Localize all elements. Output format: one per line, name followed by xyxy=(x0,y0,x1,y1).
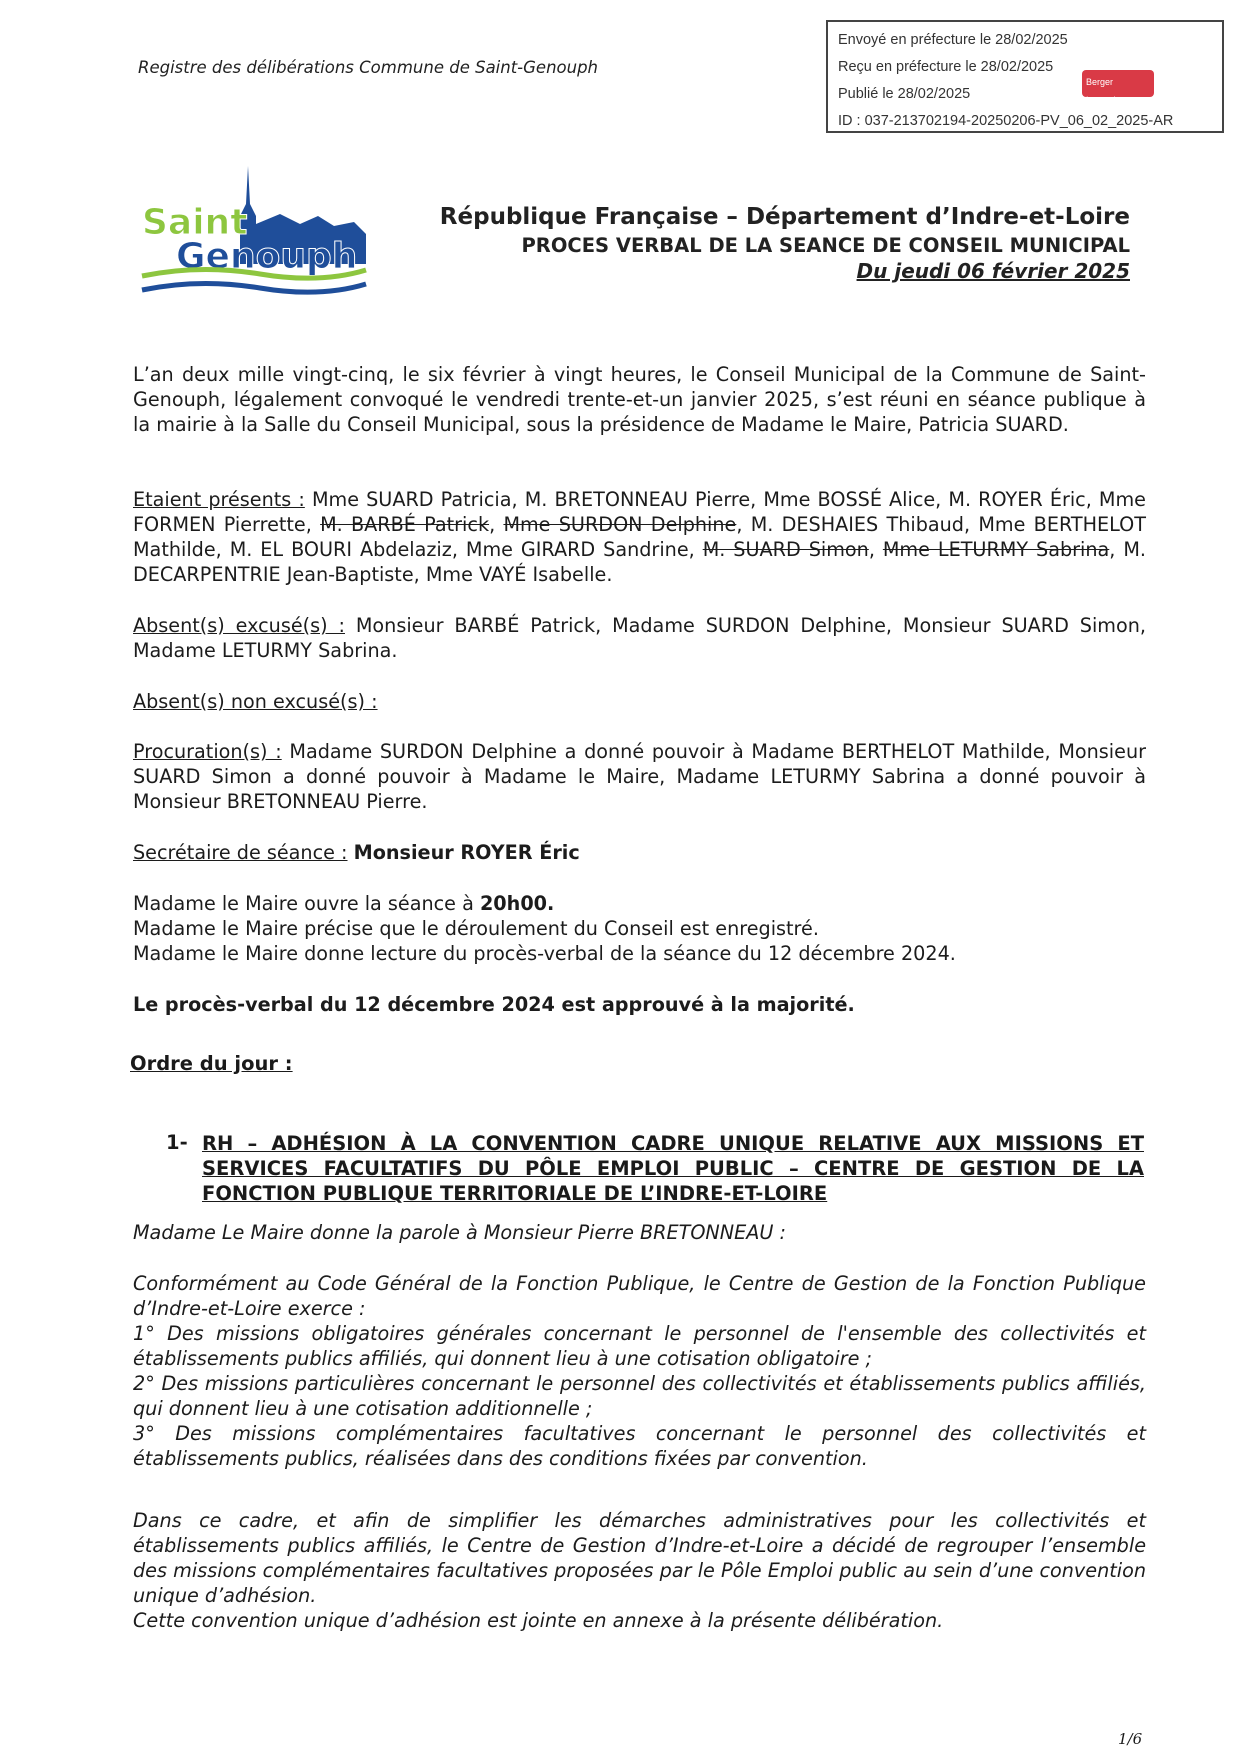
svg-text:Saint: Saint xyxy=(142,202,248,243)
secretaire-paragraph xyxy=(133,840,1146,865)
absents-non-excuses-label: Absent(s) non excusé(s) : xyxy=(133,690,378,713)
struck-name: M. BARBÉ Patrick xyxy=(320,513,490,536)
saint-genouph-logo xyxy=(140,164,368,300)
presents-paragraph: Etaient présents : Mme SUARD Patricia, M. BRETONNEAU Pierre, Mme BOSSÉ Alice, M. ROYER Éric, Mme FORMEN Pierrette, M. BARBÉ Patrick, Mme SURDON Delphine, M. DESHAIES Thibaud, Mme BERTHELOT Mathilde, M. EL BOURI Abdelaziz, Mme GIRARD Sandrine, M. SUARD Simon, Mme LETURMY Sabrina, M. DECARPENTRIE Jean-Baptiste, Mme VAYÉ Isabelle. xyxy=(133,488,1146,586)
absents-non-excuses-paragraph xyxy=(133,689,1146,714)
prefecture-stamp xyxy=(826,20,1224,133)
svg-text:Genouph: Genouph xyxy=(176,236,358,277)
parole-line: Madame Le Maire donne la parole à Monsieur Pierre BRETONNEAU : xyxy=(133,1221,786,1244)
register-heading: Registre des délibérations Commune de Saint-Genouph xyxy=(138,58,599,77)
stamp-sent-line: Envoyé en préfecture le 28/02/2025 xyxy=(838,32,1068,48)
absents-excuses-label: Absent(s) excusé(s) : xyxy=(133,614,345,637)
header-republic: République Française – Département d’Indre-et-Loire xyxy=(439,204,1130,230)
missions-paragraph: Conformément au Code Général de la Fonction Publique, le Centre de Gestion de la Fonction Publique d’Indre-et-Loire exerce : 1° Des missions obligatoires générales concernant le personnel de l'ensemble des collectivités et établissements publics affiliés, qui donnent lieu à une cotisation obligatoire ; 2° Des missions particulières concernant le personnel des collectivités et établissements publics affiliés, qui donnent lieu à une cotisation additionnelle ; 3° Des missions complémentaires facultatives concernant le personnel des collectivités et établissements publics, réalisées dans des conditions fixées par convention. xyxy=(133,1272,1146,1470)
header-pv-title: PROCES VERBAL DE LA SEANCE DE CONSEIL MUNICIPAL xyxy=(521,234,1130,257)
stamp-received-line: Reçu en préfecture le 28/02/2025 xyxy=(838,59,1054,75)
struck-name: Mme SURDON Delphine xyxy=(503,513,737,536)
stamp-id-line: ID : 037-213702194-20250206-PV_06_02_2025-AR xyxy=(838,113,1174,129)
berger-levrault-logo: Berger Levrault xyxy=(1082,70,1154,97)
struck-name: M. SUARD Simon xyxy=(702,538,869,561)
header-date: Du jeudi 06 février 2025 xyxy=(856,259,1130,283)
procurations-label: Procuration(s) : xyxy=(133,740,282,763)
procurations-paragraph: Procuration(s) : Madame SURDON Delphine a donné pouvoir à Madame BERTHELOT Mathilde, Monsieur SUARD Simon a donné pouvoir à Madame le Maire, Madame LETURMY Sabrina a donné pouvoir à Monsieur BRETONNEAU Pierre. xyxy=(133,740,1146,813)
cadre-paragraph: Dans ce cadre, et afin de simplifier les démarches administratives pour les collectivités et établissements publics affiliés, le Centre de Gestion d’Indre-et-Loire a décidé de regrouper l’ensemble des missions complémentaires facultatives proposées par le Pôle Emploi public au sein d’une convention unique d’adhésion. Cette convention unique d’adhésion est jointe en annexe à la présente délibération. xyxy=(133,1509,1146,1632)
secretaire-label: Secrétaire de séance : xyxy=(133,841,348,864)
secretaire-name: Monsieur ROYER Éric xyxy=(353,841,580,864)
intro-paragraph: L’an deux mille vingt-cinq, le six février à vingt heures, le Conseil Municipal de la Commune de Saint-Genouph, légalement convoqué le vendredi trente-et-un janvier 2025, s’est réuni en séance publique à la mairie à la Salle du Conseil Municipal, sous la présidence de Madame le Maire, Patricia SUARD. xyxy=(133,363,1146,436)
ordre-du-jour-heading: Ordre du jour : xyxy=(130,1052,293,1075)
absents-excuses-paragraph: Absent(s) excusé(s) : Monsieur BARBÉ Patrick, Madame SURDON Delphine, Monsieur SUARD Simon, Madame LETURMY Sabrina. xyxy=(133,614,1146,662)
stamp-published-line: Publié le 28/02/2025 xyxy=(838,86,971,102)
item-title: RH – ADHÉSION À LA CONVENTION CADRE UNIQUE RELATIVE AUX MISSIONS ET SERVICES FACULTATIFS DU PÔLE EMPLOI PUBLIC – CENTRE DE GESTION DE LA FONCTION PUBLIQUE TERRITORIALE DE L’INDRE-ET-LOIRE xyxy=(202,1132,1144,1205)
struck-name: Mme LETURMY Sabrina xyxy=(882,538,1110,561)
presents-label: Etaient présents : xyxy=(133,488,305,511)
page-number: 1/6 xyxy=(1118,1730,1143,1748)
item-number: 1- xyxy=(166,1131,188,1154)
ouverture-paragraph: Madame le Maire ouvre la séance à 20h00. Madame le Maire précise que le déroulement du Conseil est enregistré. Madame le Maire donne lecture du procès-verbal de la séance du 12 décembre 2024. xyxy=(133,892,956,965)
approbation-line: Le procès-verbal du 12 décembre 2024 est approuvé à la majorité. xyxy=(133,993,855,1016)
